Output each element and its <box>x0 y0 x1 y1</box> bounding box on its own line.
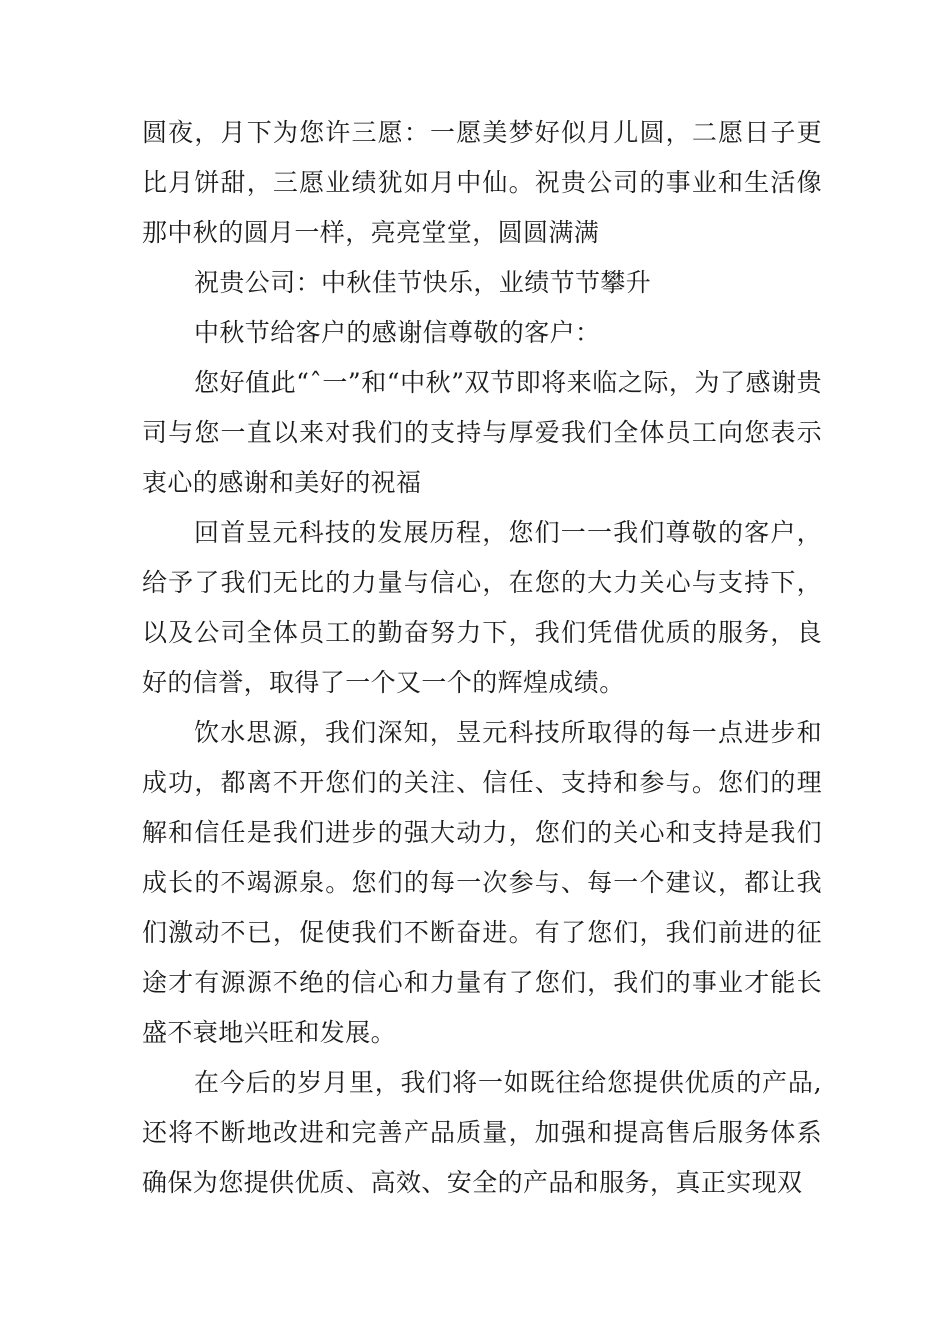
paragraph-letter-heading: 中秋节给客户的感谢信尊敬的客户： <box>194 318 601 347</box>
paragraph-history: 回首昱元科技的发展历程，您们一一我们尊敬的客户，给予了我们无比的力量与信心，在您的大力关心与支持下，以及公司全体员工的勤奋努力下，我们凭借优质的服务，良好的信誉，取得了一个又一个的辉煌成绩。 <box>142 518 822 697</box>
paragraph-future: 在今后的岁月里，我们将一如既往给您提供优质的产品,还将不断地改进和完善产品质量，加强和提高售后服务体系确保为您提供优质、高效、安全的产品和服务，真正实现双 <box>142 1068 822 1197</box>
paragraph-gratitude: 饮水思源，我们深知，昱元科技所取得的每一点进步和成功，都离不开您们的关注、信任、支持和参与。您们的理解和信任是我们进步的强大动力，您们的关心和支持是我们成长的不竭源泉。您们的每一次参与、每一个建议，都让我们激动不已，促使我们不断奋进。有了您们，我们前进的征途才有源源不绝的信心和力量有了您们，我们的事业才能长盛不衰地兴旺和发展。 <box>142 718 822 1047</box>
paragraph-opening: 您好值此“ˆ一”和“中秋”双节即将来临之际，为了感谢贵司与您一直以来对我们的支持与厚爱我们全体员工向您表示衷心的感谢和美好的祝福 <box>142 368 822 497</box>
paragraph-greeting: 祝贵公司：中秋佳节快乐，业绩节节攀升 <box>194 268 652 297</box>
paragraph-continuation: 圆夜，月下为您许三愿：一愿美梦好似月儿圆，二愿日子更比月饼甜，三愿业绩犹如月中仙。祝贵公司的事业和生活像那中秋的圆月一样，亮亮堂堂，圆圆满满 <box>142 118 822 247</box>
document-body <box>142 108 822 1208</box>
